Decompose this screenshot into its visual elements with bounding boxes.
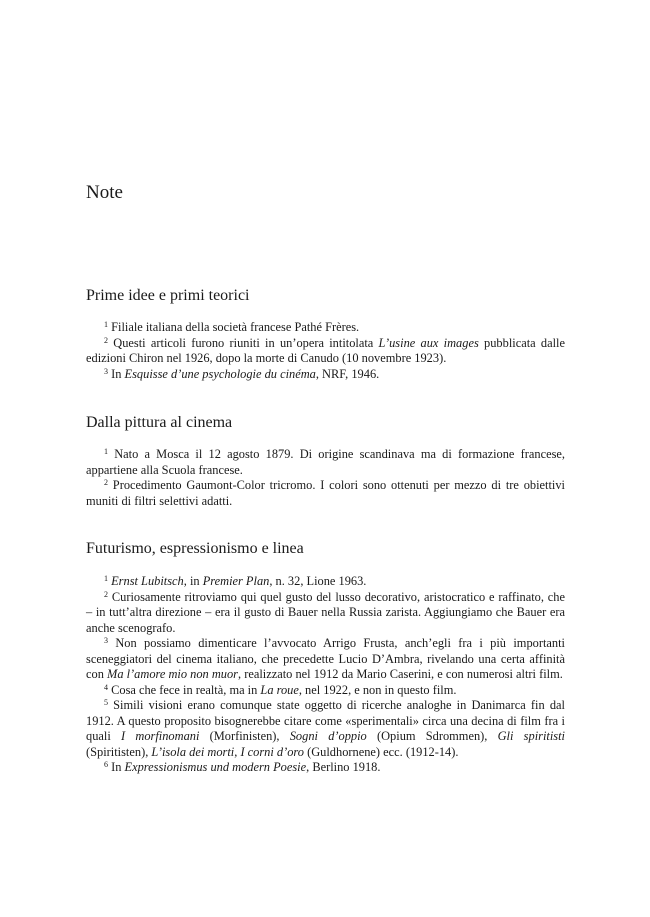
section-title-prime-idee: Prime idee e primi teorici (86, 287, 250, 304)
notes-section-1 (86, 447, 565, 509)
italic-title: Sogni d’oppio (289, 729, 367, 743)
footnote: $^4$ Cosa che fece in realtà, ma in La roue, nel 1922, e non in questo film. (104, 682, 457, 697)
footnote: $^1$ Ernst Lubitsch, in Premier Plan, n. 32, Lione 1963. (104, 574, 367, 588)
footnote-number: 2 (104, 589, 108, 599)
footnote-number: 5 (104, 698, 108, 707)
footnote: $^6$ In Expressionismus und modern Poesie, Berlino 1918. (104, 760, 381, 774)
italic-title: Expressionismus und modern Poesie (124, 760, 307, 774)
italic-title: Premier Plan (202, 574, 270, 588)
footnote-number: 3 (104, 636, 108, 645)
footnote: $^1$ Nato a Mosca il 12 agosto 1879. Di origine scandinava ma di formazione francese, appartiene alla Scuola francese. (86, 447, 565, 477)
footnote-number: 1 (104, 447, 108, 456)
page-title: Note (86, 182, 123, 203)
footnote-number: 1 (104, 574, 108, 583)
footnote-number: 6 (104, 760, 108, 769)
footnote: $^3$ In Esquisse d’une psychologie du cinéma, NRF, 1946. (104, 366, 380, 381)
footnote-number: 2 (104, 478, 108, 487)
italic-title: Ma l’amore mio non muor (107, 667, 239, 681)
footnote: $^1$ Filiale italiana della società francese Pathé Frères. (104, 320, 360, 334)
footnote: $^3$ Non possiamo dimenticare l’avvocato Arrigo Frusta, anch’egli fra i più importanti sceneggiatori del cinema italiano, che precedette Lucio D’Ambra, rivelando una certa affinità con Ma l’amore mio non muor, realizzato nel 1912 da Mario Caserini, e con numerosi altri film. (86, 636, 565, 681)
italic-title: I corni d’oro (240, 744, 304, 759)
footnote: $^5$ Simili visioni erano comunque state oggetto di ricerche analoghe in Danimarca fin dal 1912. A questo proposito bisognerebbe citare come «sperimentali» circa una decina di film fra i quali I morfinomani (Morfinisten), Sogni d’oppio (Opium Sdrommen), Gli spiritisti (Spiritisten), L’isola dei morti, I corni d’oro (Guldhornene) ecc. (1912-14). (86, 698, 565, 759)
section-title-futurismo: Futurismo, espressionismo e linea (86, 540, 304, 557)
italic-title: L’isola dei morti (151, 744, 235, 759)
italic-title: La roue (260, 682, 299, 697)
footnote: $^2$ Procedimento Gaumont-Color tricromo. I colori sono ottenuti per mezzo di tre obiettivi muniti di filtri selettivi adatti. (86, 478, 565, 508)
italic-title: Esquisse d’une psychologie du cinéma (124, 366, 316, 381)
footnote: $^2$ Curiosamente ritroviamo qui quel gusto del lusso decorativo, aristocratico e raffinato, che – in tutt’altra direzione – era il gusto di Bauer nella Russia zarista. Aggiungiamo che Bauer era anche scenografo. (86, 589, 565, 635)
footnote-number: 4 (104, 682, 108, 692)
footnote-number: 3 (104, 366, 108, 376)
footnote-number: 1 (104, 320, 108, 329)
notes-section-0 (86, 320, 565, 382)
italic-title: Gli spiritisti (497, 729, 565, 743)
italic-title: L’usine aux images (378, 335, 479, 350)
footnote: $^2$ Questi articoli furono riuniti in un’opera intitolata L’usine aux images pubblicata dalle edizioni Chiron nel 1926, dopo la morte di Canudo (10 novembre 1923). (86, 335, 565, 365)
notes-section-2 (86, 574, 565, 776)
section-title-dalla-pittura: Dalla pittura al cinema (86, 414, 233, 431)
italic-title: Ernst Lubitsch (111, 574, 184, 588)
footnote-number: 2 (104, 335, 108, 345)
italic-title: I morfinomani (121, 729, 200, 743)
